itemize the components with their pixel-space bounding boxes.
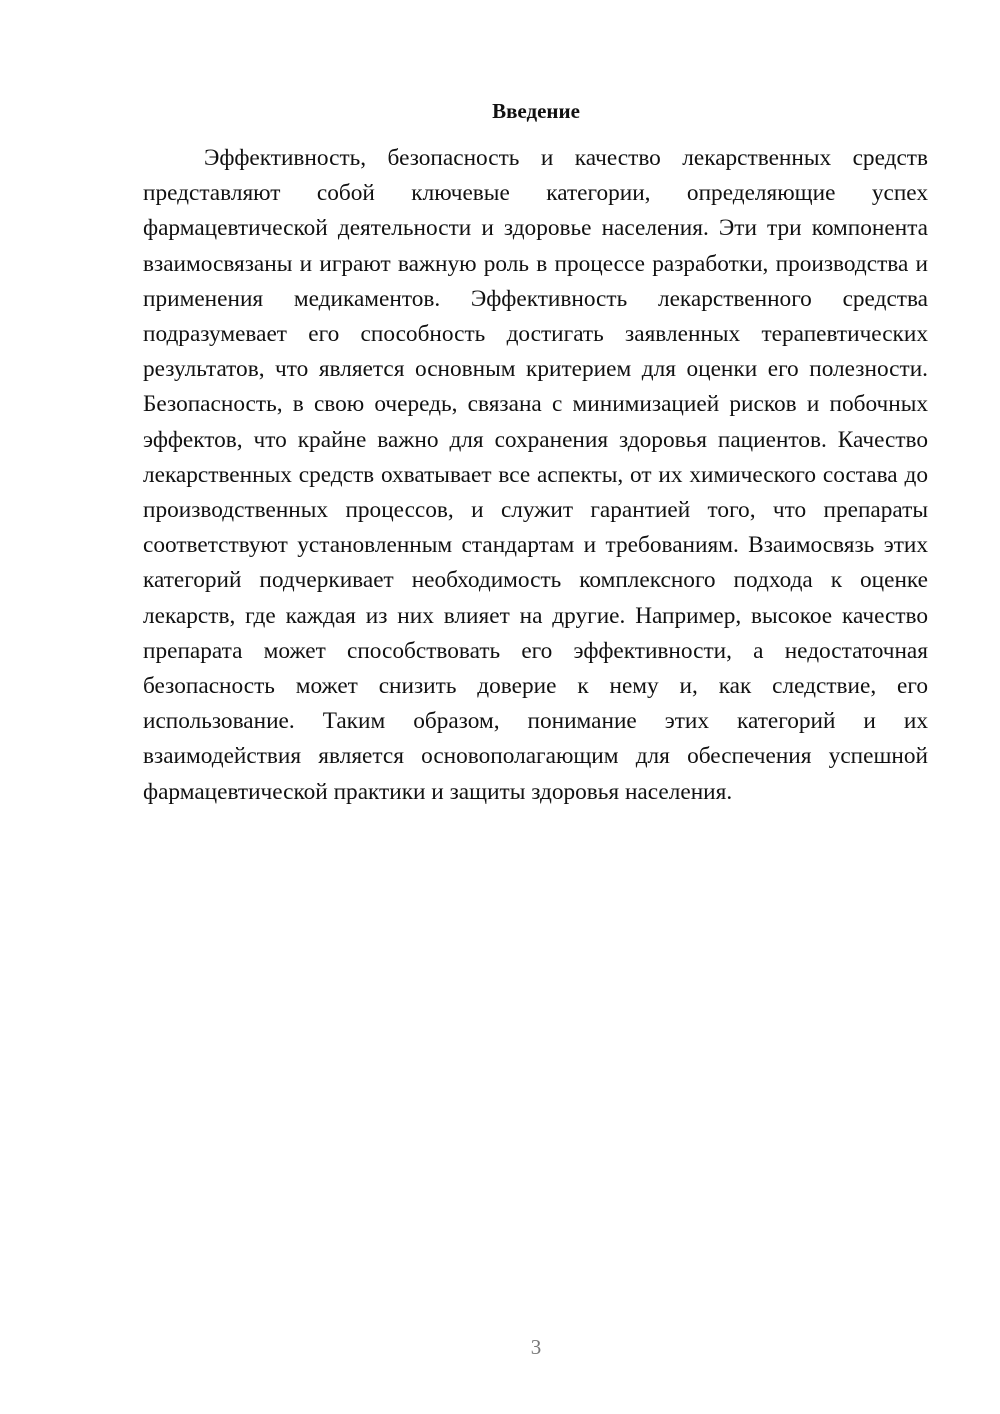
section-heading: Введение [492,99,580,123]
body-paragraph: Эффективность, безопасность и качество лекарственных средств представляют собой ключевые категории, определяющие успех фармацевтической деятельности и здоровье населения. Эти три компонента взаимосвязаны и играют важную роль в процессе разработки, производства и применения медикаментов. Эффективность лекарственного средства подразумевает его способность достигать заявленных терапевтических результатов, что является основным критерием для оценки его полезности. Безопасность, в свою очередь, связана с минимизацией рисков и побочных эффектов, что крайне важно для сохранения здоровья пациентов. Качество лекарственных средств охватывает все аспекты, от их химического состава до производственных процессов, и служит гарантией того, что препараты соответствуют установленным стандартам и требованиям. Взаимосвязь этих категорий подчеркивает необходимость комплексного подхода к оценке лекарств, где каждая из них влияет на другие. Например, высокое качество препарата может способствовать его эффективности, а недостаточная безопасность может снизить доверие к нему и, как следствие, его использование. Таким образом, понимание этих категорий и их взаимодействия является основополагающим для обеспечения успешной фармацевтической практики и защиты здоровья населения. [143,145,928,805]
page-number: 3 [530,1335,542,1359]
